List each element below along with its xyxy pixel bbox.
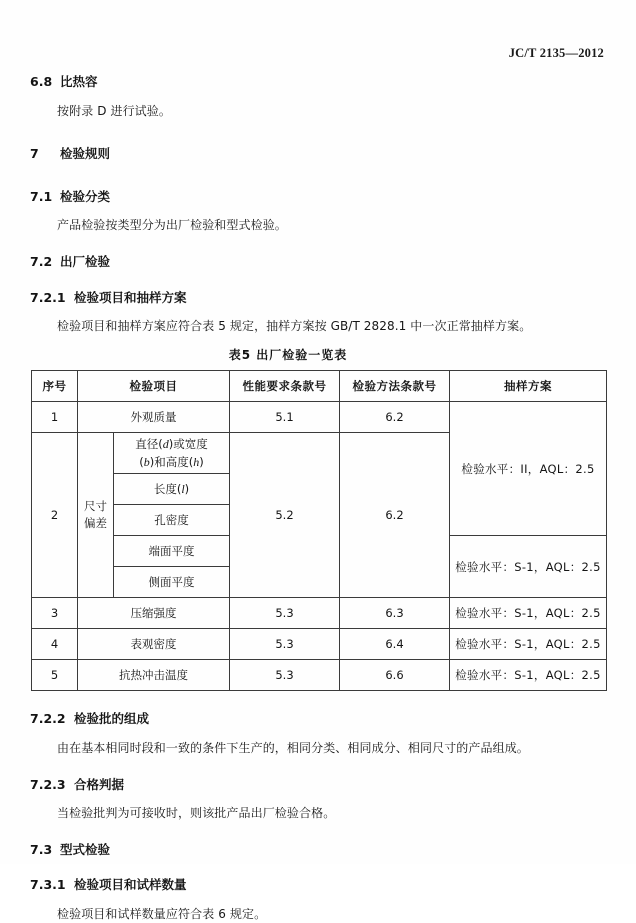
column-header-method-clause: 检验方法条款号	[340, 370, 450, 401]
cell-sampling: 检验水平：S-1，AQL：2.5	[450, 598, 607, 629]
cell-performance-clause: 5.3	[230, 598, 340, 629]
cell-performance-clause: 5.2	[230, 432, 340, 598]
cell-method-clause: 6.3	[340, 598, 450, 629]
section-title: 比热容	[60, 74, 98, 89]
section-heading-7-2-1	[30, 290, 606, 306]
table-row	[32, 401, 607, 432]
section-number: 7.1	[30, 188, 53, 204]
section-heading-7-1	[30, 189, 606, 205]
cell-sub-item-end-flatness: 端面平度	[114, 536, 230, 567]
inspection-table	[31, 370, 607, 692]
cell-method-clause: 6.6	[340, 660, 450, 691]
cell-sampling: 检验水平：S-1，AQL：2.5	[450, 629, 607, 660]
cell-sampling-level-s1: 检验水平：S-1，AQL：2.5	[450, 536, 607, 598]
cell-method-clause: 6.2	[340, 432, 450, 598]
column-header-seq: 序号	[32, 370, 78, 401]
cell-sampling-level-2: 检验水平：II，AQL：2.5	[450, 401, 607, 536]
section-heading-7-2-2	[30, 711, 606, 727]
cell-item: 表观密度	[78, 629, 230, 660]
table-caption: 表5 出厂检验一览表	[228, 347, 348, 362]
cell-item-group: 尺寸 偏差	[78, 432, 114, 598]
section-title: 检验批的组成	[74, 711, 150, 727]
section-heading-7-3-1	[30, 877, 606, 893]
cell-seq: 3	[32, 598, 78, 629]
cell-item: 抗热冲击温度	[78, 660, 230, 691]
paragraph-7-3-1: 检验项目和试样数量应符合表 6 规定。	[57, 907, 267, 922]
section-heading-6-8	[30, 74, 606, 90]
section-title: 检验项目和抽样方案	[74, 289, 187, 305]
section-heading-7-2	[30, 254, 606, 270]
section-title: 检验项目和试样数量	[74, 877, 187, 893]
document-body	[30, 74, 606, 923]
cell-sub-item-diameter: 直径(d)或宽度 (b)和高度(h)	[114, 432, 230, 474]
column-header-sampling: 抽样方案	[450, 370, 607, 401]
table-row	[32, 660, 607, 691]
section-heading-7-2-3	[30, 777, 606, 793]
cell-seq: 5	[32, 660, 78, 691]
section-title: 出厂检验	[60, 254, 111, 270]
cell-sub-item-side-flatness: 侧面平度	[114, 567, 230, 598]
section-number: 6.8	[30, 74, 53, 89]
section-number: 7.3.1	[30, 877, 66, 893]
paragraph-7-1: 产品检验按类型分为出厂检验和型式检验。	[57, 218, 287, 233]
section-title: 检验规则	[60, 146, 111, 162]
cell-method-clause: 6.4	[340, 629, 450, 660]
section-title: 检验分类	[60, 188, 111, 204]
section-number: 7.2	[30, 254, 53, 270]
cell-sub-item-length: 长度(l)	[114, 474, 230, 505]
section-number: 7.3	[30, 841, 53, 857]
cell-performance-clause: 5.3	[230, 660, 340, 691]
section-number: 7.2.1	[30, 289, 66, 305]
cell-item: 外观质量	[78, 401, 230, 432]
cell-performance-clause: 5.1	[230, 401, 340, 432]
section-heading-7	[30, 146, 606, 162]
paragraph-7-2-1: 检验项目和抽样方案应符合表 5 规定，抽样方案按 GB/T 2828.1 中一次正常抽样方案。	[57, 319, 532, 334]
column-header-item: 检验项目	[78, 370, 230, 401]
table-header-row	[32, 370, 607, 401]
section-number: 7.2.3	[30, 776, 66, 792]
cell-sub-item-hole-density: 孔密度	[114, 505, 230, 536]
paragraph-7-2-3: 当检验批判为可接收时，则该批产品出厂检验合格。	[57, 806, 336, 821]
cell-seq: 4	[32, 629, 78, 660]
table-row	[32, 629, 607, 660]
cell-seq: 1	[32, 401, 78, 432]
page-header-standard-number: JC/T 2135—2012	[508, 46, 604, 60]
paragraph-6-8: 按附录 D 进行试验。	[57, 103, 171, 118]
cell-item: 压缩强度	[78, 598, 230, 629]
section-heading-7-3	[30, 842, 606, 858]
cell-performance-clause: 5.3	[230, 629, 340, 660]
section-number: 7	[30, 146, 39, 162]
section-title: 合格判据	[74, 776, 125, 792]
cell-sampling: 检验水平：S-1，AQL：2.5	[450, 660, 607, 691]
cell-seq: 2	[32, 432, 78, 598]
cell-method-clause: 6.2	[340, 401, 450, 432]
section-number: 7.2.2	[30, 711, 66, 727]
paragraph-7-2-2: 由在基本相同时段和一致的条件下生产的，相同分类、相同成分、相同尺寸的产品组成。	[57, 741, 529, 756]
column-header-performance-clause: 性能要求条款号	[230, 370, 340, 401]
section-title: 型式检验	[60, 841, 111, 857]
table-row	[32, 598, 607, 629]
